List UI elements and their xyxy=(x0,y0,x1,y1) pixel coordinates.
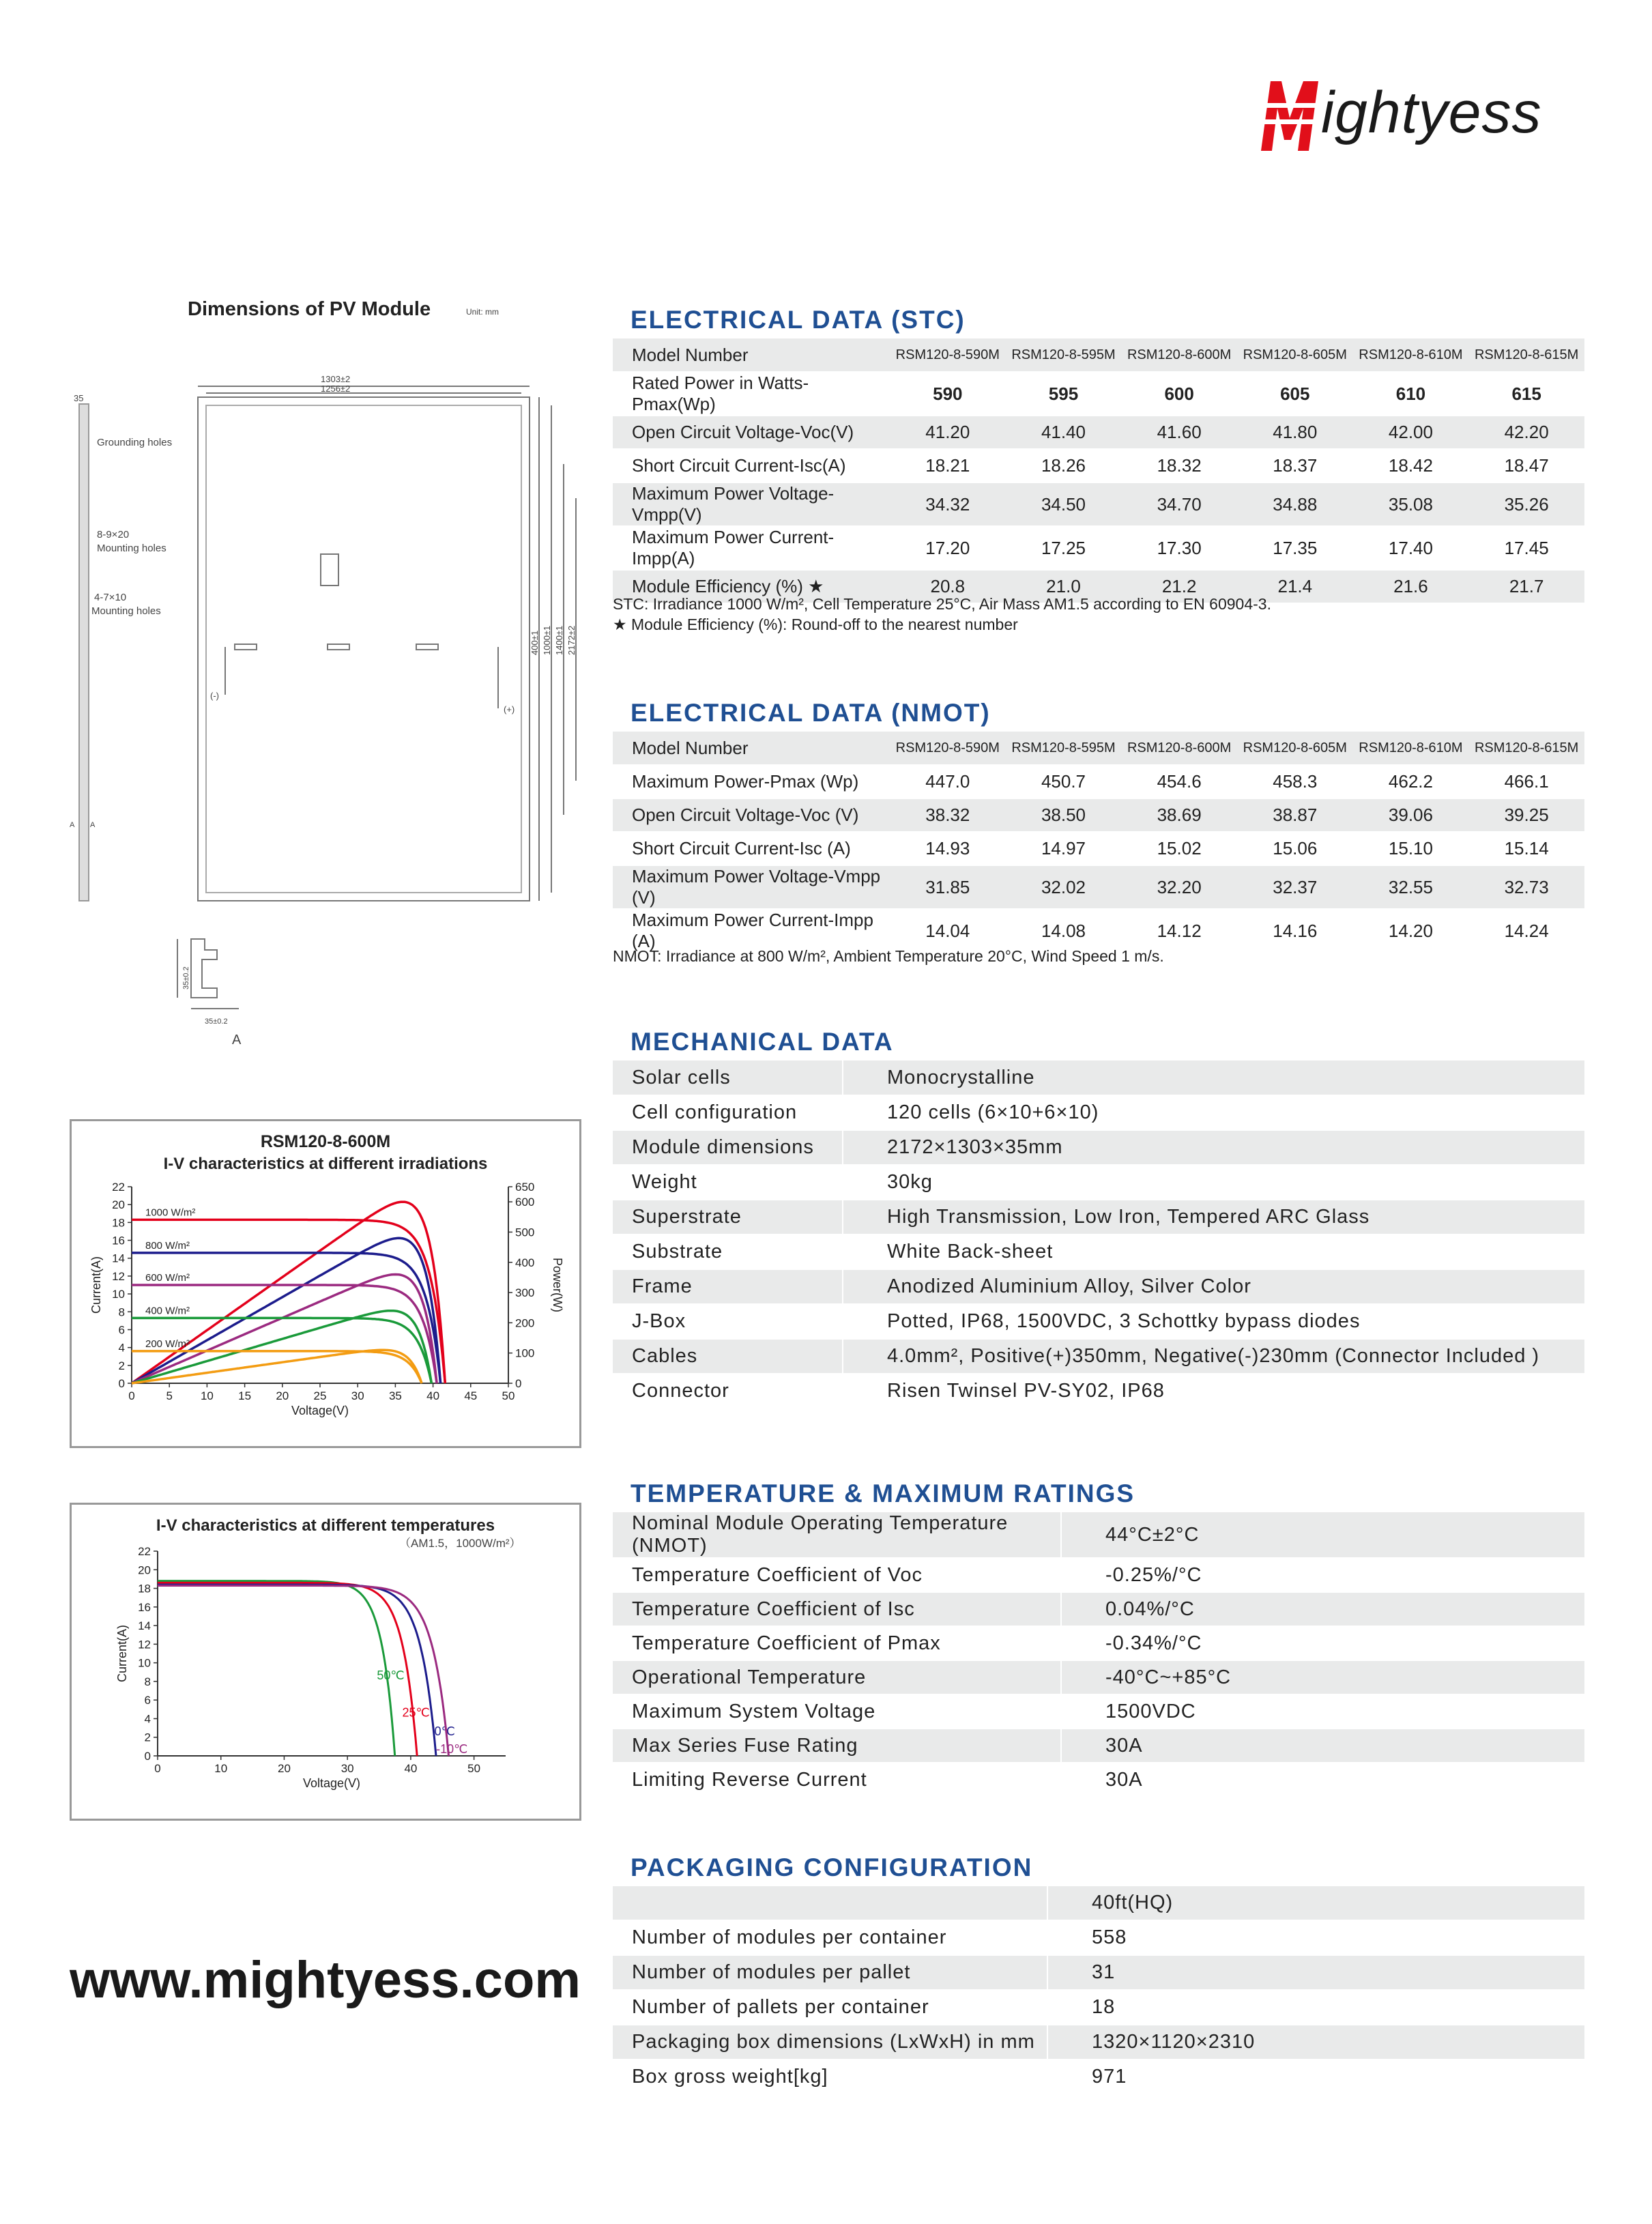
header-model: RSM120-8-605M xyxy=(1237,732,1353,765)
width-inner-label: 1256±2 xyxy=(321,384,351,394)
row-label: Maximum System Voltage xyxy=(613,1694,1061,1729)
x-tick-label: 20 xyxy=(276,1389,289,1402)
x-tick-label: 35 xyxy=(388,1389,402,1402)
table-row xyxy=(613,1200,1584,1234)
row-value: 34.88 xyxy=(1237,482,1353,526)
y2-tick-label: 650 xyxy=(515,1181,535,1194)
row-label: Nominal Module Operating Temperature (NMOT) xyxy=(613,1512,1061,1558)
x-tick-label: 50 xyxy=(502,1389,515,1402)
row-label: Superstrate xyxy=(613,1200,843,1234)
chart-title: RSM120-8-600M xyxy=(260,1132,391,1151)
y-tick-label: 10 xyxy=(112,1288,125,1301)
series-label: 0℃ xyxy=(434,1724,455,1738)
temperature-title: TEMPERATURE & MAXIMUM RATINGS xyxy=(631,1479,1135,1507)
row-label: Number of modules per pallet xyxy=(613,1955,1047,1990)
header-model: RSM120-8-595M xyxy=(1006,732,1122,765)
width-outer-label: 1303±2 xyxy=(321,374,351,384)
row-label: Weight xyxy=(613,1165,843,1200)
row-value: 450.7 xyxy=(1006,765,1122,798)
stc-table xyxy=(613,338,1584,604)
row-value: 462.2 xyxy=(1353,765,1469,798)
row-value: White Back-sheet xyxy=(843,1234,1584,1269)
iv-temperature-chart xyxy=(72,1505,579,1819)
x-tick-label: 10 xyxy=(200,1389,214,1402)
row-value: 32.37 xyxy=(1237,865,1353,909)
table-row xyxy=(613,449,1584,482)
table-row xyxy=(613,1374,1584,1409)
x-tick-label: 45 xyxy=(464,1389,478,1402)
table-row xyxy=(613,1304,1584,1339)
x-tick-label: 10 xyxy=(214,1762,228,1775)
table-row xyxy=(613,526,1584,570)
row-value: 14.97 xyxy=(1006,832,1122,865)
iv-curve-series xyxy=(132,1285,437,1383)
row-value: 34.32 xyxy=(890,482,1006,526)
row-value: 17.25 xyxy=(1006,526,1122,570)
row-label: Substrate xyxy=(613,1234,843,1269)
x-tick-label: 0 xyxy=(154,1762,161,1775)
row-value: 1320×1120×2310 xyxy=(1047,2025,1584,2060)
header-model: RSM120-8-590M xyxy=(890,338,1006,372)
series-label: 600 W/m² xyxy=(145,1272,190,1284)
y-tick-label: 12 xyxy=(112,1269,125,1283)
row-value: 18 xyxy=(1047,1990,1584,2025)
table-row xyxy=(613,765,1584,798)
table-row xyxy=(613,1558,1584,1592)
x-tick-label: 40 xyxy=(426,1389,440,1402)
row-value: 39.06 xyxy=(1353,798,1469,832)
row-value: 38.50 xyxy=(1006,798,1122,832)
row-value: -0.34%/°C xyxy=(1061,1626,1584,1660)
brand-logo xyxy=(1256,74,1542,162)
row-value: 14.16 xyxy=(1237,909,1353,953)
row-label: Rated Power in Watts-Pmax(Wp) xyxy=(613,372,890,416)
row-label: Maximum Power Current-Impp(A) xyxy=(613,526,890,570)
header-model: RSM120-8-600M xyxy=(1121,338,1237,372)
table-row xyxy=(613,416,1584,449)
mechanical-title: MECHANICAL DATA xyxy=(631,1028,894,1056)
table-row xyxy=(613,798,1584,832)
row-value: 44°C±2°C xyxy=(1061,1512,1584,1558)
row-value: Potted, IP68, 1500VDC, 3 Schottky bypass diodes xyxy=(843,1304,1584,1339)
row-value: -0.25%/°C xyxy=(1061,1558,1584,1592)
row-label: Limiting Reverse Current xyxy=(613,1763,1061,1797)
y-tick-label: 8 xyxy=(118,1305,125,1319)
row-value: 454.6 xyxy=(1121,765,1237,798)
positive-terminal-label: (+) xyxy=(504,704,515,714)
iv-irradiance-chart-box xyxy=(70,1119,581,1448)
table-row xyxy=(613,1512,1584,1558)
y-tick-label: 4 xyxy=(118,1341,125,1355)
header-empty xyxy=(613,1886,1047,1920)
row-value: 14.24 xyxy=(1468,909,1584,953)
table-row xyxy=(613,482,1584,526)
height-400-label: 400±1 xyxy=(530,630,540,655)
row-value: 15.14 xyxy=(1468,832,1584,865)
row-value: 21.2 xyxy=(1121,570,1237,603)
row-value: 21.7 xyxy=(1468,570,1584,603)
table-row xyxy=(613,865,1584,909)
table-row xyxy=(613,1165,1584,1200)
table-header-row xyxy=(613,732,1584,765)
y-tick-label: 18 xyxy=(112,1216,125,1230)
row-value: 38.87 xyxy=(1237,798,1353,832)
table-row xyxy=(613,1130,1584,1165)
module-dimension-drawing xyxy=(61,362,594,1058)
series-label: 800 W/m² xyxy=(145,1239,190,1252)
row-label: Box gross weight[kg] xyxy=(613,2060,1047,2094)
section-a-caption: A xyxy=(232,1032,242,1048)
table-row xyxy=(613,1234,1584,1269)
row-label: Temperature Coefficient of Isc xyxy=(613,1592,1061,1626)
nmot-note: NMOT: Irradiance at 800 W/m², Ambient Temperature 20°C, Wind Speed 1 m/s. xyxy=(613,947,1164,965)
y-tick-label: 22 xyxy=(138,1545,151,1558)
row-label: Module dimensions xyxy=(613,1130,843,1165)
table-row xyxy=(613,1269,1584,1304)
y-tick-label: 0 xyxy=(144,1750,151,1763)
table-row xyxy=(613,1920,1584,1955)
row-label: Maximum Power Current-Impp (A) xyxy=(613,909,890,953)
mounting-holes-2-label: Mounting holes xyxy=(91,605,161,617)
table-row xyxy=(613,1990,1584,2025)
y-tick-label: 8 xyxy=(144,1675,151,1688)
negative-terminal-label: (-) xyxy=(210,691,219,701)
iv-curve-series xyxy=(158,1586,449,1757)
row-label: Open Circuit Voltage-Voc(V) xyxy=(613,416,890,449)
y2-tick-label: 300 xyxy=(515,1286,535,1300)
row-label: Open Circuit Voltage-Voc (V) xyxy=(613,798,890,832)
x-tick-label: 0 xyxy=(128,1389,135,1402)
row-label: Short Circuit Current-Isc (A) xyxy=(613,832,890,865)
row-value: 558 xyxy=(1047,1920,1584,1955)
row-value: Risen Twinsel PV-SY02, IP68 xyxy=(843,1374,1584,1409)
y2-tick-label: 500 xyxy=(515,1226,535,1239)
website-url[interactable]: www.mightyess.com xyxy=(70,1951,581,2009)
header-model: RSM120-8-590M xyxy=(890,732,1006,765)
row-value: 971 xyxy=(1047,2060,1584,2094)
row-value: 17.30 xyxy=(1121,526,1237,570)
packaging-title: PACKAGING CONFIGURATION xyxy=(631,1853,1033,1881)
row-value: 34.70 xyxy=(1121,482,1237,526)
section-a-right: A xyxy=(90,821,96,829)
row-value: 35.08 xyxy=(1353,482,1469,526)
series-label: 1000 W/m² xyxy=(145,1207,196,1219)
row-value: 41.60 xyxy=(1121,416,1237,449)
frame-width-label: 35±0.2 xyxy=(205,1017,228,1026)
row-label: Connector xyxy=(613,1374,843,1409)
row-value: 447.0 xyxy=(890,765,1006,798)
header-model: RSM120-8-610M xyxy=(1353,732,1469,765)
row-value: 20.8 xyxy=(890,570,1006,603)
y-tick-label: 2 xyxy=(118,1359,125,1372)
grounding-holes-label: Grounding holes xyxy=(97,437,173,448)
table-row xyxy=(613,1626,1584,1660)
row-value: 17.35 xyxy=(1237,526,1353,570)
row-label: Solar cells xyxy=(613,1060,843,1095)
height-2172-label: 2172±2 xyxy=(566,625,577,655)
header-model: RSM120-8-615M xyxy=(1468,732,1584,765)
header-label: Model Number xyxy=(613,732,890,765)
row-value: 31.85 xyxy=(890,865,1006,909)
row-value: High Transmission, Low Iron, Tempered ARC Glass xyxy=(843,1200,1584,1234)
row-value: 1500VDC xyxy=(1061,1694,1584,1729)
logo-m-icon xyxy=(1256,77,1321,152)
row-value: 466.1 xyxy=(1468,765,1584,798)
row-value: 600 xyxy=(1121,372,1237,416)
row-value: 15.06 xyxy=(1237,832,1353,865)
row-value: 18.32 xyxy=(1121,449,1237,482)
nmot-table xyxy=(613,732,1584,953)
y-tick-label: 16 xyxy=(138,1600,151,1614)
row-value: 14.12 xyxy=(1121,909,1237,953)
x-tick-label: 50 xyxy=(467,1762,481,1775)
row-label: Short Circuit Current-Isc(A) xyxy=(613,449,890,482)
table-header-row xyxy=(613,1886,1584,1920)
iv-curve-series xyxy=(158,1581,395,1756)
row-value: 35.26 xyxy=(1468,482,1584,526)
row-value: 14.04 xyxy=(890,909,1006,953)
row-label: J-Box xyxy=(613,1304,843,1339)
header-model: RSM120-8-600M xyxy=(1121,732,1237,765)
row-value: 18.42 xyxy=(1353,449,1469,482)
mounting-holes-1-label: Mounting holes xyxy=(97,543,166,554)
y-tick-label: 12 xyxy=(138,1638,151,1651)
row-value: 30A xyxy=(1061,1763,1584,1797)
x-axis-label: Voltage(V) xyxy=(302,1776,361,1790)
y-tick-label: 16 xyxy=(112,1234,125,1247)
row-value: 14.08 xyxy=(1006,909,1122,953)
row-value: 38.69 xyxy=(1121,798,1237,832)
y2-tick-label: 200 xyxy=(515,1316,535,1330)
row-value: 18.37 xyxy=(1237,449,1353,482)
row-value: 42.20 xyxy=(1468,416,1584,449)
row-value: 42.00 xyxy=(1353,416,1469,449)
row-label: Temperature Coefficient of Voc xyxy=(613,1558,1061,1592)
row-value: 18.26 xyxy=(1006,449,1122,482)
y-tick-label: 4 xyxy=(144,1712,151,1726)
row-value: 17.45 xyxy=(1468,526,1584,570)
y-tick-label: 10 xyxy=(138,1656,151,1670)
header-model: RSM120-8-610M xyxy=(1353,338,1469,372)
row-value: 41.80 xyxy=(1237,416,1353,449)
row-value: 120 cells (6×10+6×10) xyxy=(843,1095,1584,1130)
mechanical-table xyxy=(613,1060,1584,1409)
row-value: 4.0mm², Positive(+)350mm, Negative(-)230mm (Connector Included ) xyxy=(843,1339,1584,1374)
row-value: 458.3 xyxy=(1237,765,1353,798)
packaging-table xyxy=(613,1886,1584,2095)
y-tick-label: 0 xyxy=(118,1377,125,1390)
row-value: 31 xyxy=(1047,1955,1584,1990)
x-tick-label: 5 xyxy=(166,1389,173,1402)
series-label: 200 W/m² xyxy=(145,1338,190,1350)
row-label: Temperature Coefficient of Pmax xyxy=(613,1626,1061,1660)
table-row xyxy=(613,1763,1584,1797)
table-row xyxy=(613,2060,1584,2094)
header-label: Model Number xyxy=(613,338,890,372)
row-value: 14.20 xyxy=(1353,909,1469,953)
row-label: Maximum Power-Pmax (Wp) xyxy=(613,765,890,798)
height-1400-label: 1400±1 xyxy=(554,625,564,655)
row-value: 0.04%/°C xyxy=(1061,1592,1584,1626)
x-tick-label: 20 xyxy=(277,1762,291,1775)
x-tick-label: 30 xyxy=(340,1762,354,1775)
row-value: Anodized Aluminium Alloy, Silver Color xyxy=(843,1269,1584,1304)
y-axis-label: Current(A) xyxy=(115,1624,129,1683)
series-label: 50℃ xyxy=(377,1669,405,1683)
temperature-table xyxy=(613,1512,1584,1797)
y2-tick-label: 600 xyxy=(515,1196,535,1209)
y2-tick-label: 100 xyxy=(515,1346,535,1360)
row-label: Cell configuration xyxy=(613,1095,843,1130)
row-value: 21.0 xyxy=(1006,570,1122,603)
stc-note-2: ★ Module Efficiency (%): Round-off to the nearest number xyxy=(613,616,1018,633)
stc-title: ELECTRICAL DATA (STC) xyxy=(631,306,966,334)
header-model: RSM120-8-595M xyxy=(1006,338,1122,372)
frame-height-label: 35±0.2 xyxy=(182,966,190,990)
row-value: 15.10 xyxy=(1353,832,1469,865)
table-row xyxy=(613,1694,1584,1729)
x-tick-label: 25 xyxy=(313,1389,327,1402)
table-row xyxy=(613,2025,1584,2060)
x-tick-label: 40 xyxy=(404,1762,418,1775)
section-a-left: A xyxy=(70,821,75,829)
chart-subtitle: I-V characteristics at different irradiations xyxy=(163,1155,488,1173)
y-tick-label: 14 xyxy=(138,1619,151,1633)
row-label: Maximum Power Voltage-Vmpp(V) xyxy=(613,482,890,526)
mounting-holes-1-size: 8-9×20 xyxy=(97,529,130,540)
row-label: Packaging box dimensions (LxWxH) in mm xyxy=(613,2025,1047,2060)
iv-temperature-chart-box xyxy=(70,1503,581,1821)
chart-condition-note: （AM1.5，1000W/m²） xyxy=(399,1537,521,1550)
y2-axis-label: Power(W) xyxy=(551,1258,564,1312)
power-curve-series xyxy=(132,1275,437,1384)
row-value: 32.55 xyxy=(1353,865,1469,909)
row-value: 32.20 xyxy=(1121,865,1237,909)
iv-curve-series xyxy=(132,1351,422,1383)
table-row xyxy=(613,909,1584,953)
row-value: 18.21 xyxy=(890,449,1006,482)
x-tick-label: 15 xyxy=(238,1389,252,1402)
logo-wordmark: ightyess xyxy=(1321,80,1542,145)
row-value: 32.73 xyxy=(1468,865,1584,909)
y-tick-label: 2 xyxy=(144,1731,151,1744)
row-value: 17.20 xyxy=(890,526,1006,570)
table-row xyxy=(613,1592,1584,1626)
table-header-row xyxy=(613,338,1584,372)
row-label: Operational Temperature xyxy=(613,1660,1061,1694)
table-row xyxy=(613,372,1584,416)
row-label: Cables xyxy=(613,1339,843,1374)
row-value: 38.32 xyxy=(890,798,1006,832)
dimensions-title: Dimensions of PV Module xyxy=(188,298,431,320)
height-1000-label: 1000±1 xyxy=(542,625,552,655)
table-row xyxy=(613,1955,1584,1990)
mounting-holes-2-size: 4-7×10 xyxy=(94,592,127,603)
row-value: 14.93 xyxy=(890,832,1006,865)
stc-note-1: STC: Irradiance 1000 W/m², Cell Temperature 25°C, Air Mass AM1.5 according to EN 60904-3. xyxy=(613,595,1271,613)
row-label: Max Series Fuse Rating xyxy=(613,1729,1061,1763)
y2-tick-label: 400 xyxy=(515,1256,535,1269)
row-value: 41.20 xyxy=(890,416,1006,449)
row-label: Module Efficiency (%) ★ xyxy=(613,570,890,603)
row-value: 2172×1303×35mm xyxy=(843,1130,1584,1165)
y-tick-label: 20 xyxy=(112,1198,125,1212)
row-value: 30kg xyxy=(843,1165,1584,1200)
row-value: 615 xyxy=(1468,372,1584,416)
row-label: Number of modules per container xyxy=(613,1920,1047,1955)
table-row xyxy=(613,1339,1584,1374)
row-value: 41.40 xyxy=(1006,416,1122,449)
row-value: 590 xyxy=(890,372,1006,416)
series-label: -10℃ xyxy=(436,1742,468,1756)
header-container: 40ft(HQ) xyxy=(1047,1886,1584,1920)
x-axis-label: Voltage(V) xyxy=(291,1404,349,1417)
row-value: 21.4 xyxy=(1237,570,1353,603)
table-row xyxy=(613,1660,1584,1694)
y-tick-label: 6 xyxy=(118,1323,125,1337)
row-value: 595 xyxy=(1006,372,1122,416)
header-model: RSM120-8-615M xyxy=(1468,338,1584,372)
row-value: 605 xyxy=(1237,372,1353,416)
row-value: 17.40 xyxy=(1353,526,1469,570)
row-value: 39.25 xyxy=(1468,798,1584,832)
power-curve-series xyxy=(132,1350,422,1383)
y-tick-label: 20 xyxy=(138,1563,151,1577)
y-tick-label: 14 xyxy=(112,1252,125,1265)
thickness-label: 35 xyxy=(74,393,84,403)
y-tick-label: 6 xyxy=(144,1694,151,1707)
iv-irradiance-chart xyxy=(72,1121,579,1446)
header-model: RSM120-8-605M xyxy=(1237,338,1353,372)
y-tick-label: 22 xyxy=(112,1181,125,1194)
row-value: 30A xyxy=(1061,1729,1584,1763)
y-axis-label: Current(A) xyxy=(89,1256,103,1314)
row-value: -40°C~+85°C xyxy=(1061,1660,1584,1694)
row-value: 21.6 xyxy=(1353,570,1469,603)
row-value: Monocrystalline xyxy=(843,1060,1584,1095)
row-label: Frame xyxy=(613,1269,843,1304)
row-label: Maximum Power Voltage-Vmpp (V) xyxy=(613,865,890,909)
table-row xyxy=(613,1095,1584,1130)
row-value: 34.50 xyxy=(1006,482,1122,526)
row-value: 610 xyxy=(1353,372,1469,416)
y2-tick-label: 0 xyxy=(515,1377,522,1390)
dimensions-unit: Unit: mm xyxy=(466,307,499,317)
row-value: 18.47 xyxy=(1468,449,1584,482)
table-row xyxy=(613,1060,1584,1095)
series-label: 25℃ xyxy=(402,1705,430,1720)
row-value: 15.02 xyxy=(1121,832,1237,865)
table-row xyxy=(613,832,1584,865)
nmot-title: ELECTRICAL DATA (NMOT) xyxy=(631,699,991,727)
chart-subtitle: I-V characteristics at different temperatures xyxy=(156,1516,495,1535)
series-label: 400 W/m² xyxy=(145,1305,190,1317)
table-row xyxy=(613,1729,1584,1763)
x-tick-label: 30 xyxy=(351,1389,364,1402)
row-label: Number of pallets per container xyxy=(613,1990,1047,2025)
row-value: 32.02 xyxy=(1006,865,1122,909)
y-tick-label: 18 xyxy=(138,1582,151,1595)
